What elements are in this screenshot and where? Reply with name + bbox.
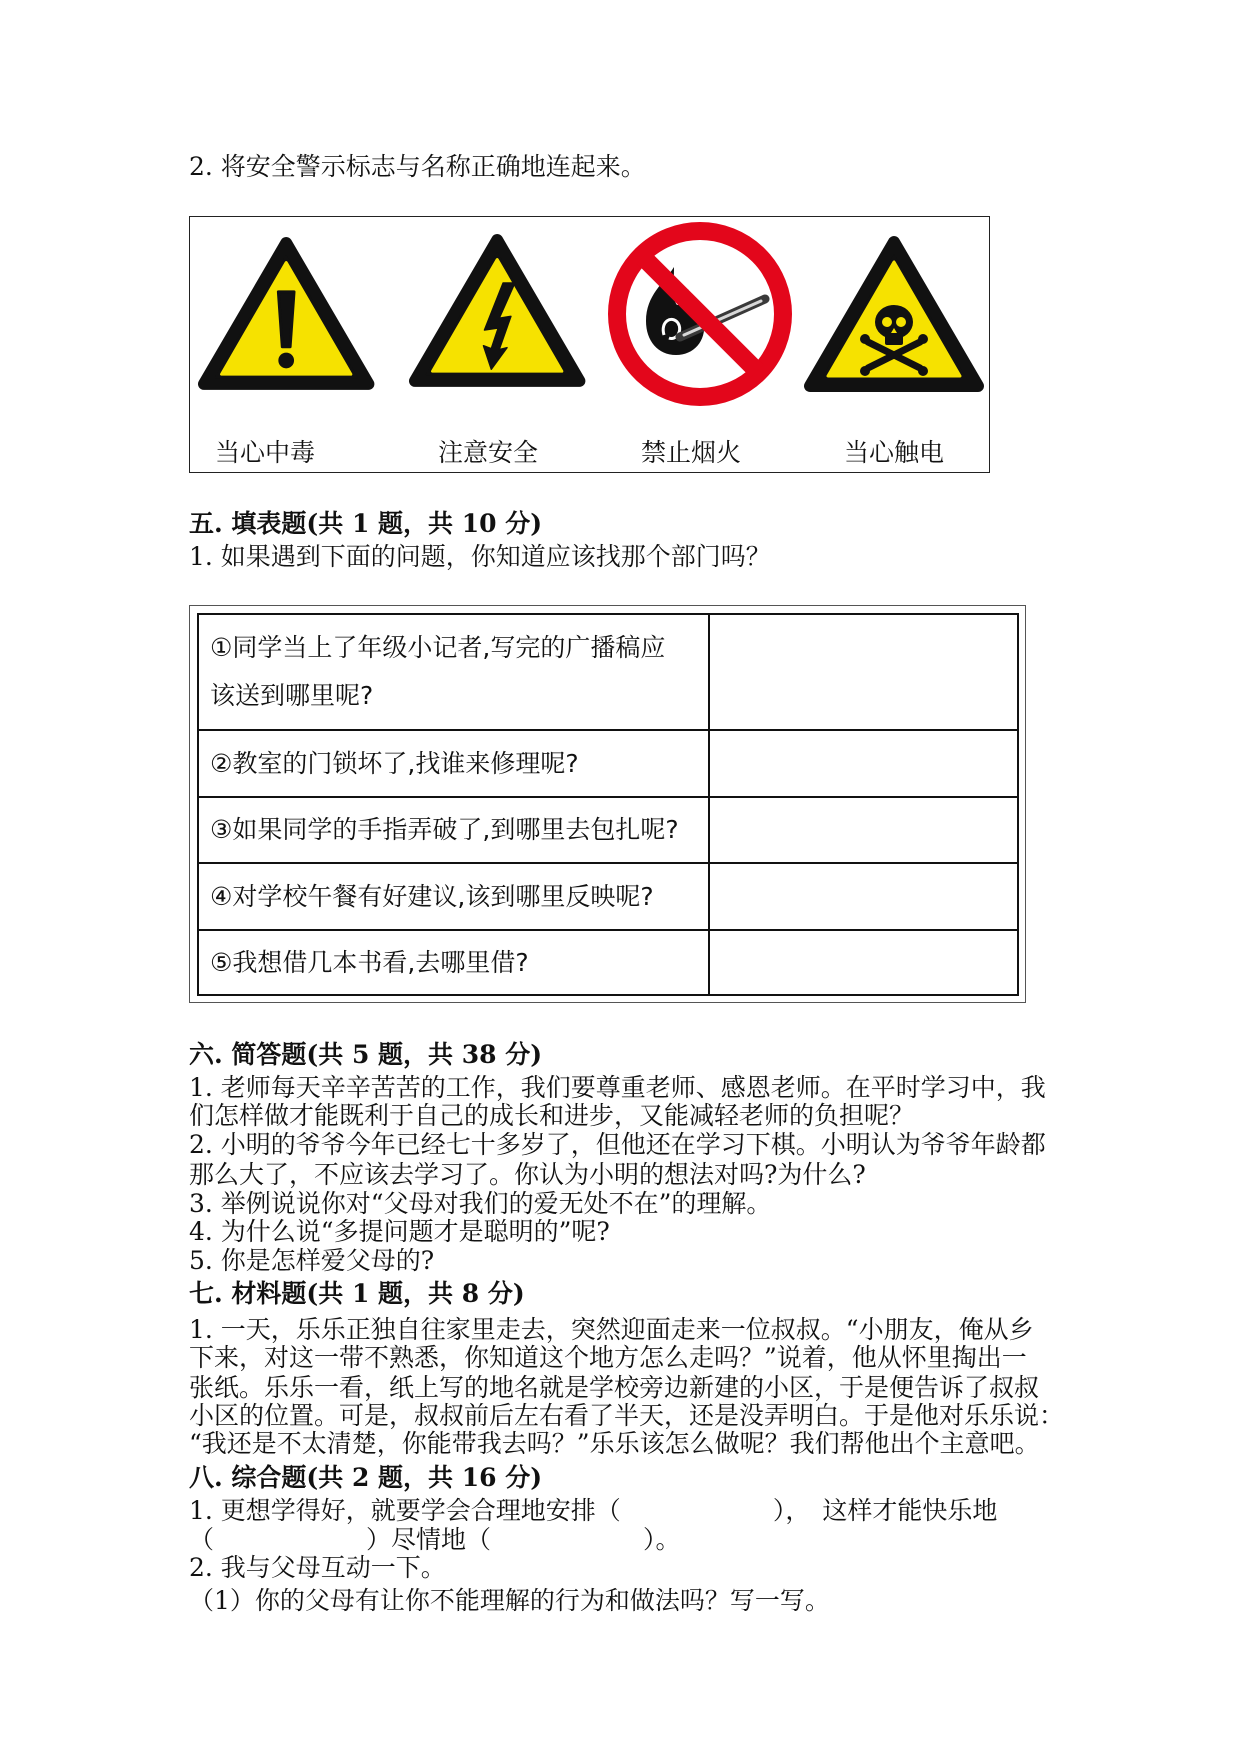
question-text-segment: ）尽情地（ bbox=[366, 1525, 492, 1554]
answer-blank bbox=[621, 1518, 773, 1519]
bone-end bbox=[918, 366, 928, 376]
poison-warning-icon bbox=[810, 242, 978, 386]
question-text-segment: 1. 更想学得好，就要学会合理地安排（ bbox=[189, 1496, 621, 1525]
answer-cell bbox=[709, 863, 1018, 930]
table-row bbox=[198, 730, 1018, 797]
question-text-segment: ）， bbox=[772, 1496, 811, 1525]
answer-cell bbox=[709, 930, 1018, 995]
skull-jaw bbox=[885, 332, 903, 345]
answer-blank bbox=[214, 1547, 366, 1548]
question-text-segment: ）。 bbox=[643, 1525, 681, 1554]
question-text-segment: 这样才能快乐地 bbox=[822, 1496, 998, 1525]
sign-label: 当心中毒 bbox=[215, 438, 316, 467]
question-cell bbox=[198, 863, 709, 930]
fill-in-question-line bbox=[189, 1525, 681, 1555]
answer-blank bbox=[491, 1547, 643, 1548]
skull-eye bbox=[882, 317, 892, 327]
bone-end bbox=[860, 334, 870, 344]
question-text-line: 小区的位置。可是，叔叔前后左右看了半天，还是没弄明白。于是他对乐乐说： bbox=[189, 1401, 1065, 1430]
section-heading: 五. 填表题(共 1 题，共 10 分) bbox=[189, 509, 543, 538]
question-text-line: 1. 一天，乐乐正独自往家里走去，突然迎面走来一位叔叔。“小朋友，俺从乡 bbox=[189, 1315, 1034, 1344]
sub-question-text: （1）你的父母有让你不能理解的行为和做法吗？写一写。 bbox=[189, 1586, 830, 1615]
table-row bbox=[198, 797, 1018, 863]
no-fire-icon bbox=[612, 226, 788, 402]
section-heading: 七. 材料题(共 1 题，共 8 分) bbox=[189, 1279, 525, 1308]
sign-label: 禁止烟火 bbox=[641, 438, 742, 467]
question-text-line: 1. 老师每天辛辛苦苦的工作，我们要尊重老师、感恩老师。在平时学习中，我 bbox=[189, 1073, 1046, 1102]
question-text-line: 们怎样做才能既利于自己的成长和进步，又能减轻老师的负担呢？ bbox=[189, 1101, 915, 1130]
bone-end bbox=[918, 334, 928, 344]
sign-label: 注意安全 bbox=[438, 438, 539, 467]
answer-cell bbox=[709, 614, 1018, 730]
department-table bbox=[197, 613, 1019, 996]
sign-label: 当心触电 bbox=[844, 438, 945, 467]
cell-text-line: ③如果同学的手指弄破了,到哪里去包扎呢? bbox=[210, 815, 679, 844]
table-row bbox=[198, 930, 1018, 995]
bone-end bbox=[860, 366, 870, 376]
question-text-line: 3. 举例说说你对“父母对我们的爱无处不在”的理解。 bbox=[189, 1189, 772, 1218]
question-text: 1. 如果遇到下面的问题，你知道应该找那个部门吗？ bbox=[189, 542, 771, 571]
cell-text-line: ④对学校午餐有好建议,该到哪里反映呢? bbox=[210, 881, 654, 911]
question-text-line: 张纸。乐乐一看，纸上写的地名就是学校旁边新建的小区，于是便告诉了叔叔 bbox=[189, 1373, 1040, 1402]
question-cell bbox=[198, 614, 709, 730]
section-heading: 六. 简答题(共 5 题，共 38 分) bbox=[189, 1040, 543, 1069]
cell-text-line: ⑤我想借几本书看,去哪里借? bbox=[210, 947, 529, 977]
table-row bbox=[198, 863, 1018, 930]
exclamation-bar bbox=[278, 292, 294, 347]
question-prompt: 2. 将安全警示标志与名称正确地连起来。 bbox=[189, 152, 646, 181]
answer-cell bbox=[709, 797, 1018, 863]
question-text-line: 2. 我与父母互动一下。 bbox=[189, 1553, 446, 1582]
question-text-line: 2. 小明的爷爷今年已经七十多岁了，但他还在学习下棋。小明认为爷爷年龄都 bbox=[189, 1130, 1046, 1159]
question-text-segment: （ bbox=[189, 1525, 215, 1554]
question-cell bbox=[198, 797, 709, 863]
skull-eye bbox=[896, 317, 906, 327]
table-row bbox=[198, 614, 1018, 730]
safety-signs-box bbox=[189, 216, 990, 473]
question-cell bbox=[198, 930, 709, 995]
question-text-line: 下来，对这一带不熟悉，你知道这个地方怎么走吗？”说着，他从怀里掏出一 bbox=[189, 1343, 1027, 1372]
electric-shock-warning-icon bbox=[415, 240, 580, 381]
exclamation-dot bbox=[278, 353, 294, 369]
question-text-line: 5. 你是怎样爱父母的? bbox=[189, 1246, 435, 1275]
answer-cell bbox=[709, 730, 1018, 797]
cell-text-line: 该送到哪里呢? bbox=[210, 681, 374, 710]
fill-in-question-line bbox=[189, 1496, 997, 1526]
exclamation-warning-icon bbox=[204, 243, 369, 384]
question-text-line: “我还是不太清楚，你能带我去吗？”乐乐该怎么做呢？我们帮他出个主意吧。 bbox=[189, 1429, 1040, 1458]
cell-text-line: ②教室的门锁坏了,找谁来修理呢? bbox=[210, 748, 579, 778]
question-cell bbox=[198, 730, 709, 797]
section-heading: 八. 综合题(共 2 题，共 16 分) bbox=[189, 1463, 543, 1492]
cell-text-line: ①同学当上了年级小记者,写完的广播稿应 bbox=[210, 633, 666, 662]
question-text-line: 那么大了，不应该去学习了。你认为小明的想法对吗?为什么? bbox=[189, 1160, 866, 1189]
question-text-line: 4. 为什么说“多提问题才是聪明的”呢? bbox=[189, 1217, 610, 1246]
safety-signs-image bbox=[190, 217, 991, 474]
